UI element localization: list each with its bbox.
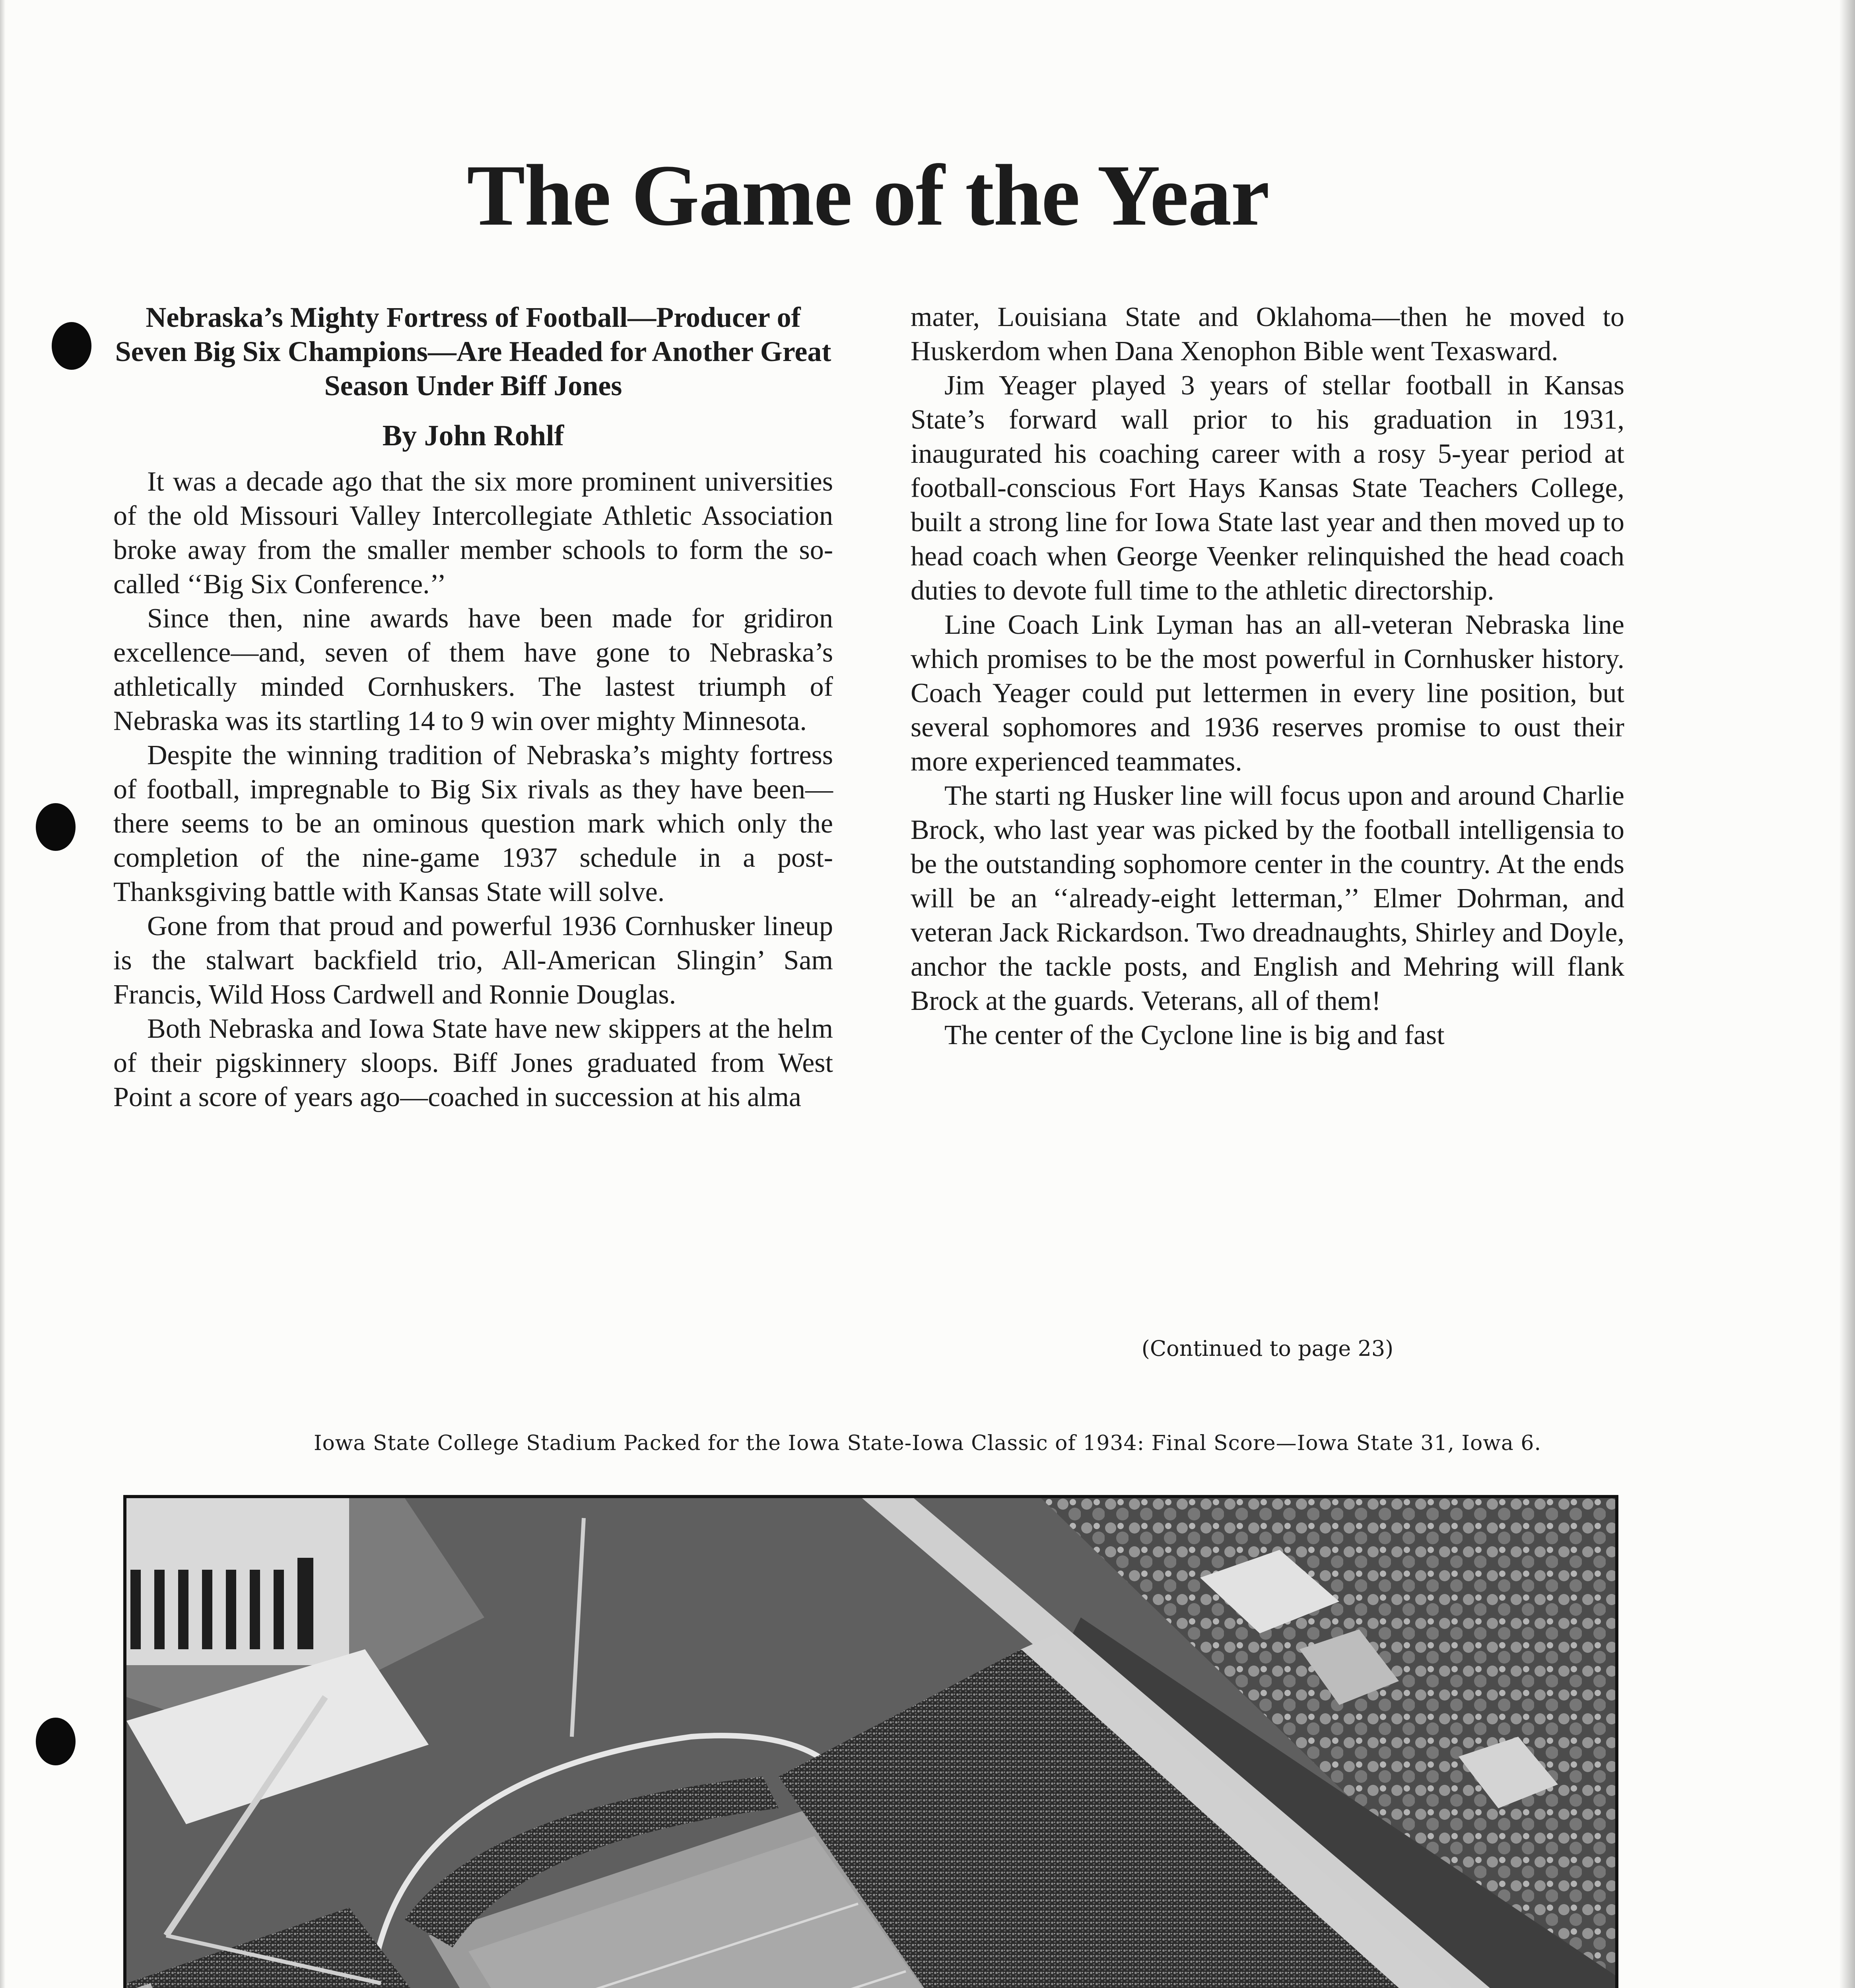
punch-hole-icon: [52, 322, 91, 370]
punch-hole-icon: [36, 803, 76, 851]
article-column-left: [113, 300, 833, 1114]
paragraph: It was a decade ago that the six more prominent universities of the old Missouri Valley Intercollegiate Athletic Association broke away from the smaller member schools to form the so-called ‘‘Big Six Conference.’’: [113, 466, 833, 600]
paragraph: mater, Louisiana State and Oklahoma—then he moved to Huskerdom when Dana Xenophon Bible went Texasward.: [911, 302, 1624, 367]
paragraph: The starti ng Husker line will focus upon and around Charlie Brock, who last year was picked by the football intelligensia to be the outstanding sophomore center in the country. At the ends will be an ‘‘already-eight letterman,’’ Elmer Dohrman, and veteran Jack Rickardson. Two dreadnaughts, Shirley and Doyle, anchor the tackle posts, and English and Mehring will flank Brock at the guards. Veterans, all of them!: [911, 780, 1624, 1016]
paragraph: Line Coach Link Lyman has an all-veteran Nebraska line which promises to be the most powerful in Cornhusker history. Coach Yeager could put lettermen in every line position, but several sophomores and 1936 reserves promise to oust their more experienced teammates.: [911, 610, 1624, 777]
punch-hole-icon: [36, 1718, 76, 1765]
article-byline: By John Rohlf: [382, 419, 564, 452]
photo-caption: Iowa State College Stadium Packed for the Iowa State-Iowa Classic of 1934: Final Score—Iowa State 31, Iowa 6.: [313, 1431, 1542, 1455]
paragraph: Despite the winning tradition of Nebraska’s mighty fortress of football, impregnable to Big Six rivals as they have been—there seems to be an ominous question mark which only the completion of the nine-game 1937 schedule in a post-Thanksgiving battle with Kansas State will solve.: [113, 740, 833, 907]
aerial-stadium-photo: [123, 1495, 1618, 1988]
stadium-illustration: [126, 1498, 1615, 1988]
paragraph: Gone from that proud and powerful 1936 Cornhusker lineup is the stalwart backfield trio, All-American Slingin’ Sam Francis, Wild Hoss Cardwell and Ronnie Douglas.: [113, 911, 833, 1010]
article-column-right: [911, 300, 1624, 1052]
paragraph: Both Nebraska and Iowa State have new skippers at the helm of their pigskinnery sloops. Biff Jones graduated from West Point a score of years ago—coached in succession at his alma: [113, 1013, 833, 1112]
continued-note: (Continued to page 23): [1141, 1336, 1394, 1361]
page-edge-left: [0, 0, 6, 1988]
page-edge-right: [1839, 0, 1855, 1988]
article-title: The Game of the Year: [467, 147, 1269, 244]
paragraph: Since then, nine awards have been made for gridiron excellence—and, seven of them have gone to Nebraska’s athletically minded Cornhuskers. The lastest triumph of Nebraska was its startling 14 to 9 win over mighty Minnesota.: [113, 603, 833, 736]
paragraph: Jim Yeager played 3 years of stellar football in Kansas State’s forward wall prior to his graduation in 1931, inaugurated his coaching career with a rosy 5-year period at football-conscious Fort Hays Kansas State Teachers College, built a strong line for Iowa State last year and then moved up to head coach when George Veenker relinquished the head coach duties to devote full time to the athletic directorship.: [911, 370, 1624, 606]
article-deck: Nebraska’s Mighty Fortress of Football—Producer of Seven Big Six Champions—Are Headed for Another Great Season Under Biff Jones: [115, 301, 831, 402]
paragraph: The center of the Cyclone line is big and fast: [944, 1020, 1445, 1050]
